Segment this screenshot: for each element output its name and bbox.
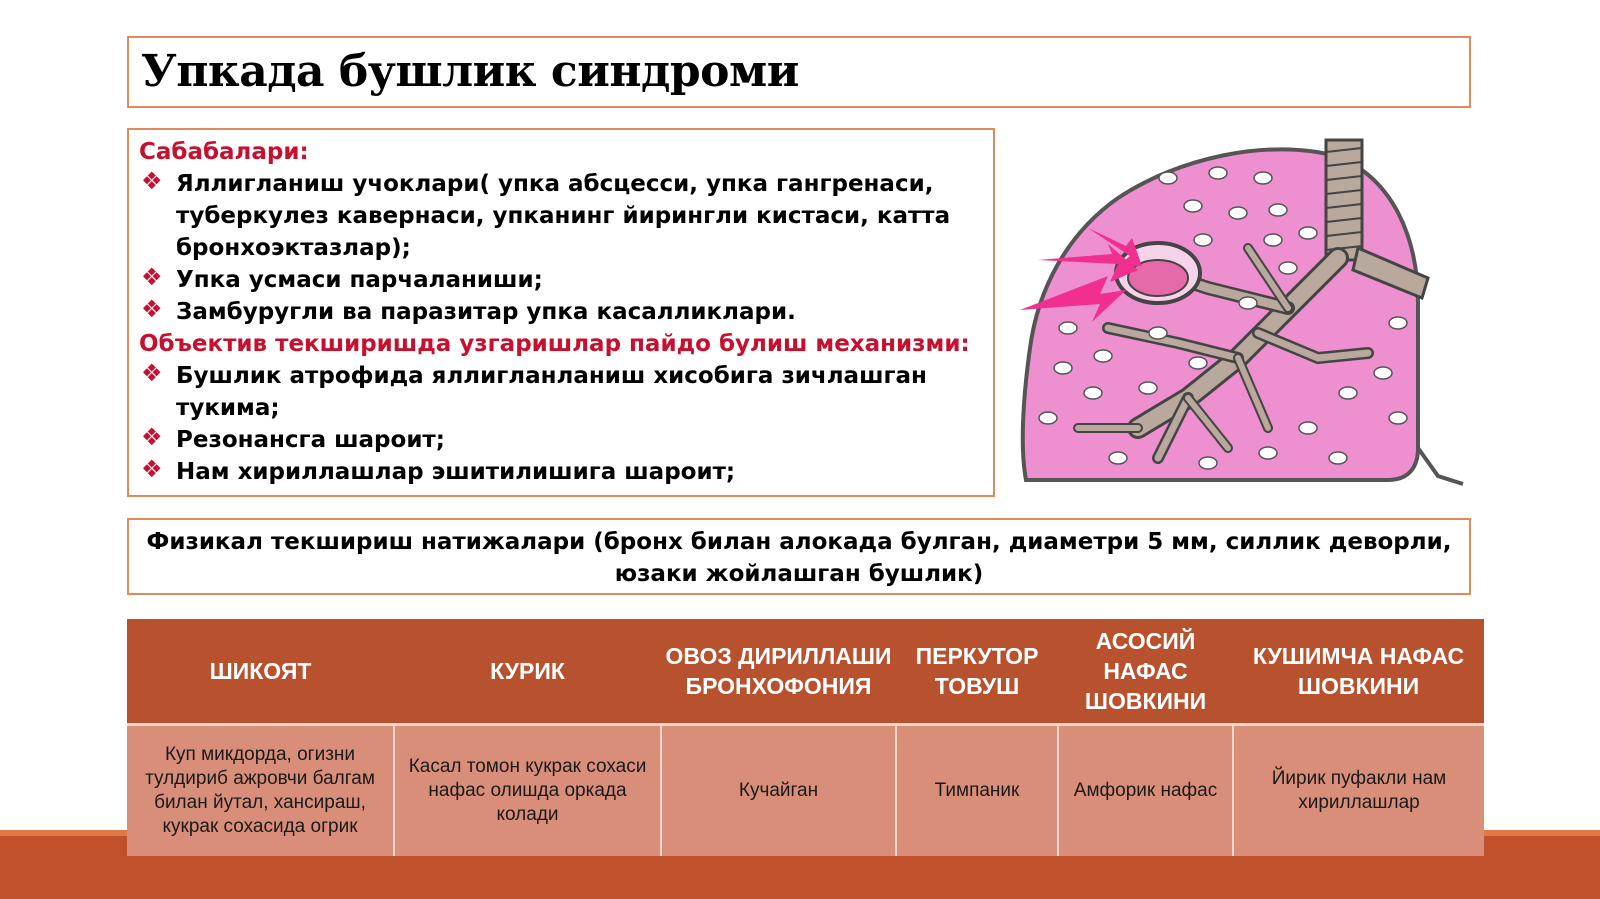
slide-title: Упкада бушлик синдроми [141, 46, 799, 97]
cause-item: ❖ Упка усмаси парчаланиши; [141, 263, 543, 293]
header-complaint: ШИКОЯТ [127, 619, 394, 725]
cause-item: ❖ Яллигланиш учоклари( упка абсцесси, упка гангренаси, туберкулез кавернаси, упканинг йирингли кистаси, катта бронхоэктазлар); [141, 167, 951, 261]
cell-main-breath-sound: Амфорик нафас [1058, 725, 1233, 857]
mechanism-item: ❖ Резонансга шароит; [141, 423, 445, 453]
cell-added-breath-sound: Йирик пуфакли нам хириллашлар [1233, 725, 1484, 857]
mechanism-item: ❖ Бушлик атрофида яллигланланиш хисобига зичлашган тукима; [141, 359, 927, 421]
cell-complaint: Куп микдорда, огизни тулдириб ажровчи балгам билан йутал, хансираш, кукрак сохасида огрик [127, 725, 394, 857]
mechanism-heading: Объектив текширишда узгаришлар пайдо булиш механизми: [139, 331, 970, 357]
header-added-breath-sound: КУШИМЧА НАФАС ШОВКИНИ [1233, 619, 1484, 725]
bullet-icon: ❖ [141, 359, 163, 387]
causes-box [127, 128, 995, 497]
causes-heading: Сабабалари: [139, 139, 309, 165]
cell-percussion: Тимпаник [896, 725, 1058, 857]
bullet-icon: ❖ [141, 455, 163, 483]
findings-table [127, 619, 1484, 856]
lung-cavity-illustration [1008, 128, 1471, 498]
mechanism-item: ❖ Нам хириллашлар эшитилишига шароит; [141, 455, 736, 485]
cell-inspection: Касал томон кукрак сохаси нафас олишда оркада колади [394, 725, 661, 857]
table-header-row [127, 619, 1484, 725]
physical-findings-title: Физикал текшириш натижалари (бронх билан алокада булган, диаметри 5 мм, силлик деворли, юзаки жойлашган бушлик) [127, 518, 1471, 595]
bullet-icon: ❖ [141, 167, 163, 195]
bullet-icon: ❖ [141, 423, 163, 451]
title-box [127, 36, 1471, 108]
lung-icon [1008, 128, 1471, 498]
table-row [127, 725, 1484, 857]
header-inspection: КУРИК [394, 619, 661, 725]
header-main-breath-sound: АСОСИЙ НАФАС ШОВКИНИ [1058, 619, 1233, 725]
cause-item: ❖ Замбуругли ва паразитар упка касалликлари. [141, 295, 796, 325]
header-percussion: ПЕРКУТОР ТОВУШ [896, 619, 1058, 725]
bullet-icon: ❖ [141, 295, 163, 323]
header-vocal-fremitus: ОВОЗ ДИРИЛЛАШИ БРОНХОФОНИЯ [661, 619, 896, 725]
cell-vocal-fremitus: Кучайган [661, 725, 896, 857]
bullet-icon: ❖ [141, 263, 163, 291]
